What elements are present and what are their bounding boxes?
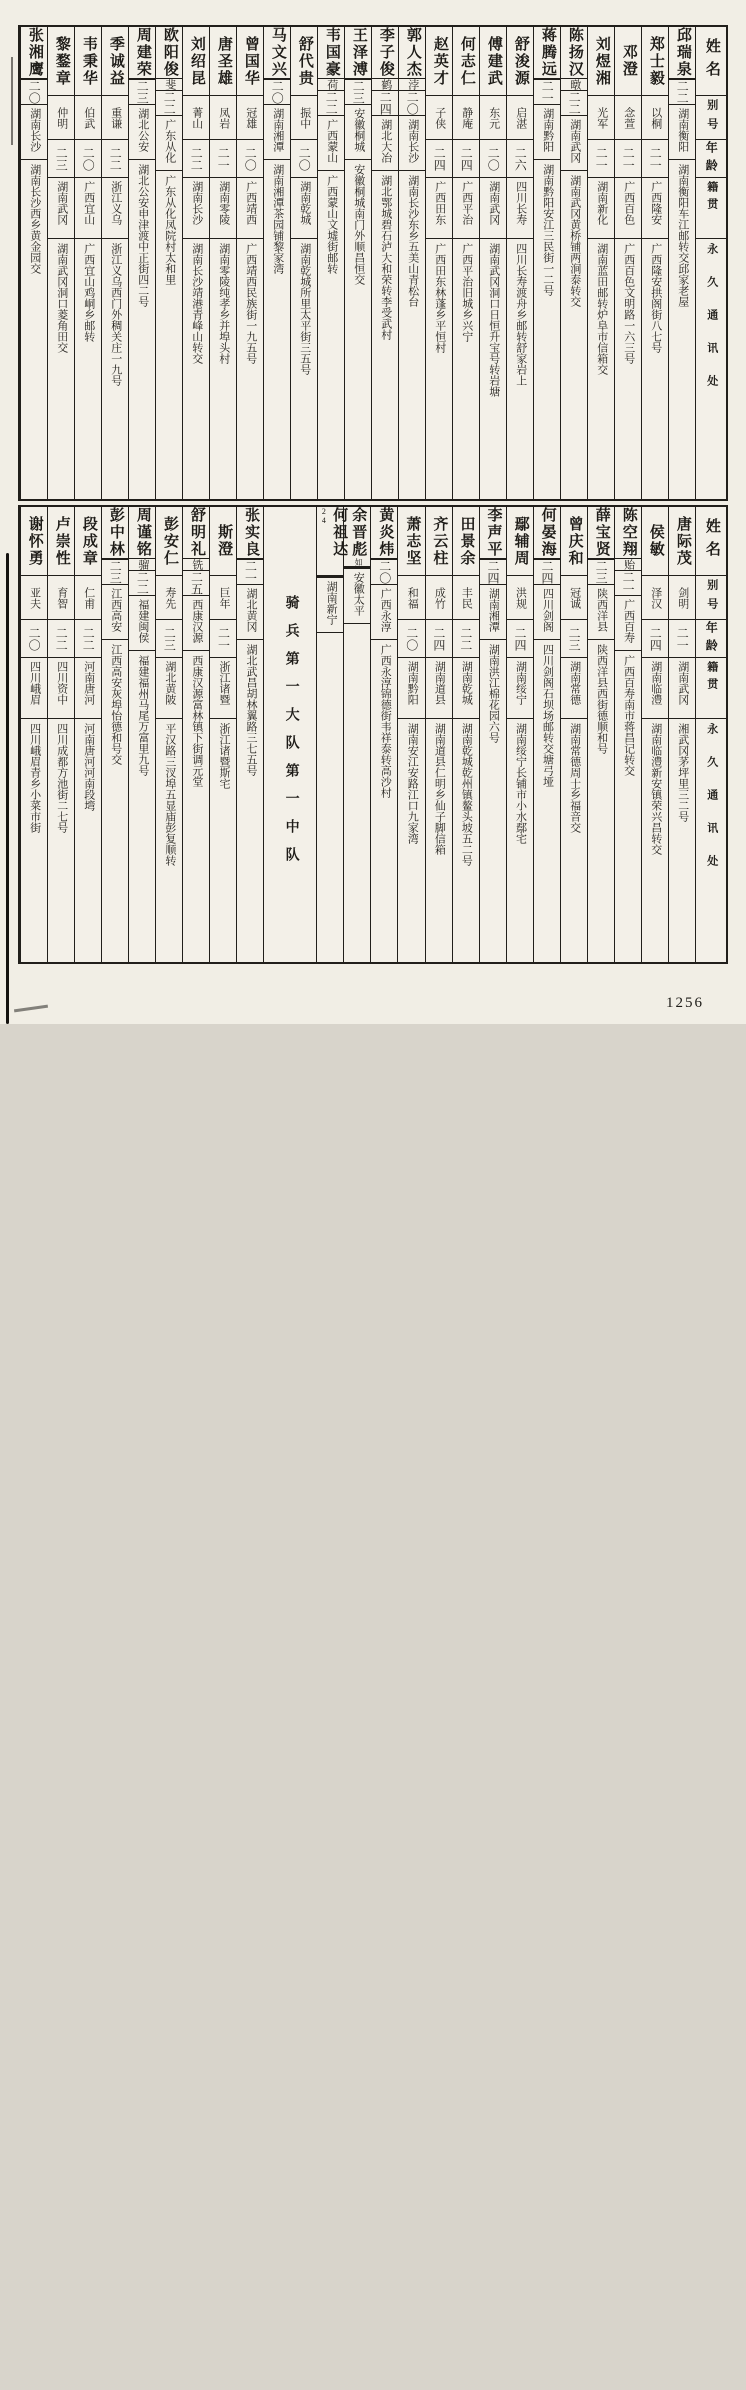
- person-address: 广东从化凤院村太和里: [156, 170, 182, 2390]
- person-name: 刘煜湘: [593, 35, 610, 87]
- person-address: 湖南衡阳车江邮转交邱家老屋: [669, 159, 695, 2390]
- person-column: [668, 507, 695, 962]
- person-native: 广西宜山: [75, 177, 101, 238]
- person-age: 二一: [588, 139, 614, 177]
- person-address: 湖南临澧新安镇荣兴昌转交: [642, 718, 668, 962]
- person-native: 湖南道县: [426, 657, 452, 718]
- person-alias: 巨年: [210, 575, 236, 619]
- person-alias: 仲明: [48, 95, 74, 139]
- person-age: 二四: [426, 619, 452, 657]
- person-column: [236, 507, 263, 962]
- person-native: 广西靖西: [237, 177, 263, 238]
- person-name: 萧志坚: [404, 515, 421, 567]
- person-age: 二二: [183, 139, 209, 177]
- person-age: 二〇: [264, 79, 290, 104]
- person-alias: 静庵: [453, 95, 479, 139]
- person-address: 福建福州马尾万富里九号: [129, 650, 155, 2390]
- person-age: 二〇: [237, 139, 263, 177]
- person-age: 二六: [507, 139, 533, 177]
- person-native: 湖南武冈: [669, 657, 695, 718]
- person-address: 湖南乾城所里太平街三五号: [291, 238, 317, 499]
- person-name: 蒋腾远: [539, 27, 556, 78]
- person-age: 二二: [318, 90, 344, 115]
- person-native: 安徽桐城: [345, 104, 371, 159]
- person-address: 四川峨眉青乡小菜市街: [21, 718, 47, 962]
- person-age: 二二: [669, 79, 695, 104]
- person-age: 二〇: [21, 79, 47, 104]
- person-column: [20, 27, 47, 499]
- person-native: 四川长寿: [507, 177, 533, 238]
- header-age: 年龄: [696, 139, 726, 177]
- person-age: 二一: [534, 79, 560, 104]
- person-column: [182, 27, 209, 499]
- scan-artifact-line: [11, 57, 13, 145]
- person-alias: 凤岩: [210, 95, 236, 139]
- person-name: 谢怀勇: [26, 515, 43, 567]
- person-alias: 冠诚: [561, 575, 587, 619]
- person-native: 四川剑阁: [534, 584, 560, 639]
- person-column: [128, 507, 155, 962]
- scanned-directory-page: [0, 0, 746, 1024]
- person-address: 湖南武冈洞口菱角田交: [48, 238, 74, 499]
- person-alias: 东元: [480, 95, 506, 139]
- person-column: [155, 27, 182, 499]
- person-name: 曾国华: [242, 35, 259, 87]
- person-name: 舒明礼: [189, 507, 206, 558]
- person-address: [344, 623, 370, 2390]
- person-age: 二二: [453, 619, 479, 657]
- person-native: 陕西洋县: [588, 584, 614, 639]
- person-column: [533, 507, 560, 962]
- person-column: [263, 27, 290, 499]
- person-name: 韦国豪: [323, 27, 340, 78]
- person-alias: 子侠: [426, 95, 452, 139]
- person-native: 河南唐河: [75, 657, 101, 718]
- header-column: [695, 27, 726, 499]
- person-native: 四川资中: [48, 657, 74, 718]
- person-address: 湖南武冈洞口日恒升宝号转岩塘: [480, 238, 506, 499]
- person-column: [506, 27, 533, 499]
- person-address: 湖南零陵纯孝乡并埠头村: [210, 238, 236, 499]
- person-name: 舒浚源: [512, 35, 529, 87]
- person-address: 湖南蓝田邮转炉阜市信箱交: [588, 238, 614, 499]
- person-age: 二〇: [371, 559, 397, 584]
- person-native: 湖北黄陂: [156, 657, 182, 718]
- person-name: 陈扬汉: [566, 27, 583, 78]
- person-address: 广西靖西民族街一九五号: [237, 238, 263, 499]
- person-age: 二四: [480, 559, 506, 584]
- person-column: [317, 27, 344, 499]
- person-column: [560, 507, 587, 962]
- person-age: 二三: [102, 559, 128, 584]
- person-age: 二三: [48, 139, 74, 177]
- person-address: 湖南长沙东乡五美山青松台: [399, 170, 425, 2390]
- person-name: 李子俊: [377, 27, 394, 78]
- person-name: 余晋彪如: [350, 507, 367, 566]
- person-address: 湖北公安申津渡中正街四二号: [129, 159, 155, 2390]
- person-native: 湖南常德: [561, 657, 587, 718]
- unit-section-column: [263, 507, 316, 962]
- person-name: 陈空翔: [620, 507, 637, 558]
- person-native: 湖南武冈: [48, 177, 74, 238]
- person-alias: 铣: [183, 558, 209, 570]
- person-alias: 鹤: [372, 78, 398, 90]
- person-column: [452, 27, 479, 499]
- person-name: 薛宝贤: [593, 507, 610, 558]
- person-column: [641, 27, 668, 499]
- person-name: 李声平: [485, 507, 502, 558]
- person-native: 湖北黄冈: [237, 584, 263, 639]
- person-native: 湖南临澧: [642, 657, 668, 718]
- person-alias: 贻: [615, 558, 641, 570]
- person-age: 二〇: [398, 619, 424, 657]
- person-column: [614, 27, 641, 499]
- person-address: 湖北武昌胡林翼路三七五号: [237, 639, 263, 2390]
- person-age: 二一: [210, 139, 236, 177]
- person-native: 福建闽侯: [129, 595, 155, 650]
- person-column: [425, 507, 452, 962]
- person-column: [506, 507, 533, 962]
- header-address: 永久通讯处: [696, 718, 726, 962]
- person-name-note: 24: [319, 507, 329, 525]
- person-column: [343, 507, 370, 962]
- person-name: 斯澄: [216, 524, 233, 558]
- person-native: 西康汉源: [183, 595, 209, 650]
- person-name: 傅建武: [485, 35, 502, 87]
- person-age: 二四: [642, 619, 668, 657]
- person-address: 湖南道县仁明乡仙子脚信箱: [426, 718, 452, 962]
- person-name: 彭中林: [107, 507, 124, 558]
- person-address: 广西隆安拱阁街八七号: [642, 238, 668, 499]
- person-age: 二四: [453, 139, 479, 177]
- person-native: 湖南乾城: [291, 177, 317, 238]
- person-name: 曾庆和: [566, 515, 583, 567]
- person-address: 湖南黔阳安江三民街一二号: [534, 159, 560, 2390]
- person-address: 湖南常德周士乡福音交: [561, 718, 587, 962]
- person-address: [317, 632, 343, 2390]
- person-address: 湖南长沙靖港青峰山转交: [183, 238, 209, 499]
- person-native: 广西永淳: [371, 584, 397, 639]
- person-name: 赵英才: [431, 35, 448, 87]
- person-name-note: 如: [354, 558, 364, 566]
- header-native-place: 籍贯: [696, 177, 726, 238]
- person-address: 湖南洪江棉花园六号: [480, 639, 506, 2390]
- person-name: 郭人杰: [404, 27, 421, 78]
- person-column: [398, 27, 425, 499]
- person-age: 二一: [615, 570, 641, 595]
- person-address: 湘武冈茅坪里三二号: [669, 718, 695, 962]
- person-age: 二三: [588, 559, 614, 584]
- person-alias: 斐: [156, 78, 182, 90]
- person-column: [182, 507, 209, 962]
- person-alias: 和福: [398, 575, 424, 619]
- person-column: [614, 507, 641, 962]
- person-name: 张湘鹰: [26, 27, 43, 78]
- person-name: 王泽溥: [350, 27, 367, 78]
- person-column: [533, 27, 560, 499]
- person-age: 二〇: [480, 139, 506, 177]
- person-column: [587, 507, 614, 962]
- person-address: 四川剑阁石坝场邮转交塘弓垭: [534, 639, 560, 2390]
- person-column: [479, 27, 506, 499]
- person-column: [425, 27, 452, 499]
- person-native: 湖北大冶: [372, 115, 398, 170]
- person-column: [209, 507, 236, 962]
- person-native: 广西田东: [426, 177, 452, 238]
- person-address: 四川成都方池街二七号: [48, 718, 74, 962]
- person-column: [74, 507, 101, 962]
- header-address: 永久通讯处: [696, 238, 726, 499]
- person-column: [397, 507, 424, 962]
- person-alias: 洪规: [507, 575, 533, 619]
- person-address: 湖南绥宁长铺市小水鄢宅: [507, 718, 533, 962]
- person-native: 湖南武冈: [561, 115, 587, 170]
- person-column: [316, 507, 348, 962]
- person-alias: 育智: [48, 575, 74, 619]
- person-age: 二二: [561, 90, 587, 115]
- person-column: [20, 507, 47, 962]
- person-native: 湖南乾城: [453, 657, 479, 718]
- person-native: 湖南湘潭: [480, 584, 506, 639]
- unit-section-title: 骑兵第一大队第一中队: [283, 594, 299, 875]
- person-age: 二二: [75, 619, 101, 657]
- header-alias: 别号: [696, 575, 726, 619]
- person-name: 邱瑞泉: [674, 27, 691, 78]
- person-native: 湖南湘潭: [264, 104, 290, 159]
- person-alias: 暾: [561, 78, 587, 90]
- person-native: 湖南黔阳: [398, 657, 424, 718]
- person-column: [587, 27, 614, 499]
- person-column: [641, 507, 668, 962]
- person-native: 广西百色: [615, 177, 641, 238]
- person-name: 欧阳俊: [161, 27, 178, 78]
- person-age: 二三: [129, 79, 155, 104]
- person-column: [344, 27, 371, 499]
- person-column: [290, 27, 317, 499]
- person-name: 周谨铭: [134, 507, 151, 558]
- person-native: 湖南绥宁: [507, 657, 533, 718]
- person-address: 广西宜山鸡峒乡邮转: [75, 238, 101, 499]
- person-name: 邓澄: [620, 44, 637, 78]
- person-address: 平汉路三汊埠五显庙彭复顺转: [156, 718, 182, 962]
- header-name: 姓名: [703, 38, 720, 84]
- person-name: 郑士毅: [647, 35, 664, 87]
- person-address: 湖南武冈黄桥铺两涧泰转交: [561, 170, 587, 2390]
- person-alias: 冠雄: [237, 95, 263, 139]
- person-name: 何志仁: [458, 35, 475, 87]
- person-age: 二〇: [291, 139, 317, 177]
- person-age: 二三: [345, 79, 371, 104]
- person-address: 广西田东林蓬乡平恒村: [426, 238, 452, 499]
- person-name: 马文兴: [269, 27, 286, 78]
- person-name: 唐际茂: [674, 515, 691, 567]
- person-age: 二一: [669, 619, 695, 657]
- person-name: 张实良: [243, 507, 260, 558]
- person-column: [370, 507, 397, 962]
- person-address: 湖南安江安路江口九家湾: [398, 718, 424, 962]
- header-native-place: 籍贯: [696, 657, 726, 718]
- person-column: [155, 507, 182, 962]
- person-name: 何祖达24: [319, 507, 348, 558]
- person-age: 二一: [210, 619, 236, 657]
- person-native: 湖南长沙: [21, 104, 47, 159]
- person-name: 季诚益: [107, 35, 124, 87]
- person-age: 二〇: [399, 90, 425, 115]
- roster-table-top: [18, 25, 728, 501]
- person-age: 二三: [561, 619, 587, 657]
- person-age: 二二: [48, 619, 74, 657]
- person-alias: 骝: [129, 558, 155, 570]
- person-alias: 泽汉: [642, 575, 668, 619]
- person-native: 湖南新宁: [317, 577, 343, 632]
- person-name: 何晏海: [539, 507, 556, 558]
- person-column: [560, 27, 587, 499]
- person-name: 彭安仁: [161, 515, 178, 567]
- person-column: [101, 507, 128, 962]
- person-name: 黎鍪章: [53, 35, 70, 87]
- person-age: 二四: [372, 90, 398, 115]
- person-age: 二一: [642, 139, 668, 177]
- person-native: 湖南零陵: [210, 177, 236, 238]
- person-name: 唐圣雄: [215, 35, 232, 87]
- person-native: 四川峨眉: [21, 657, 47, 718]
- person-age: 二二: [129, 570, 155, 595]
- person-native: 湖南长沙: [399, 115, 425, 170]
- person-column: [128, 27, 155, 499]
- person-column: [74, 27, 101, 499]
- person-alias: 亚夫: [21, 575, 47, 619]
- person-age: 二二: [102, 139, 128, 177]
- person-alias: 振中: [291, 95, 317, 139]
- person-name: 鄢辅周: [512, 515, 529, 567]
- person-address: 湖南乾城乾州镇鳌头坡五二号: [453, 718, 479, 962]
- person-alias: 成竹: [426, 575, 452, 619]
- person-age: 二〇: [75, 139, 101, 177]
- person-native: 安徽太平: [344, 568, 370, 623]
- person-name: 田景余: [458, 515, 475, 567]
- person-address: 浙江义乌西门外稠关庄一九号: [102, 238, 128, 499]
- person-column: [236, 27, 263, 499]
- person-alias: 荷: [318, 78, 344, 90]
- person-alias: 菁山: [183, 95, 209, 139]
- person-name: 周建荣: [134, 27, 151, 78]
- person-address: 浙江诸暨斯宅: [210, 718, 236, 962]
- person-column: [209, 27, 236, 499]
- person-alias: 浡: [399, 78, 425, 90]
- person-alias: 仁甫: [75, 575, 101, 619]
- person-alias: 光军: [588, 95, 614, 139]
- person-address: 湖南湘潭茶园铺黎家湾: [264, 159, 290, 2390]
- person-native: 广西平治: [453, 177, 479, 238]
- person-age: 二三: [156, 619, 182, 657]
- person-native: 广西隆安: [642, 177, 668, 238]
- person-alias: 启湛: [507, 95, 533, 139]
- person-age: 二二: [156, 90, 182, 115]
- page-number: 1256: [666, 995, 704, 1011]
- person-name: 卢崇性: [53, 515, 70, 567]
- person-alias: 寿先: [156, 575, 182, 619]
- header-name: 姓名: [703, 518, 720, 564]
- person-alias: 念萱: [615, 95, 641, 139]
- person-column: [47, 27, 74, 499]
- person-address: 湖北鄂城碧石泸大和荣转李受武村: [372, 170, 398, 2390]
- person-address: 广西永淳锦德街韦祥泰转高沙村: [371, 639, 397, 2390]
- scan-artifact-line: [6, 553, 9, 1024]
- person-column: [668, 27, 695, 499]
- person-alias: 丰民: [453, 575, 479, 619]
- person-name: 韦秉华: [80, 35, 97, 87]
- person-age: 二四: [507, 619, 533, 657]
- person-native: 湖南长沙: [183, 177, 209, 238]
- person-column: [101, 27, 128, 499]
- person-column: [452, 507, 479, 962]
- person-column: [47, 507, 74, 962]
- person-column: [479, 507, 506, 962]
- person-address: 江西高安灰埠怡德和号交: [102, 639, 128, 2390]
- person-native: 湖北公安: [129, 104, 155, 159]
- person-alias: 伯武: [75, 95, 101, 139]
- person-alias: 剑明: [669, 575, 695, 619]
- person-age: 二一: [615, 139, 641, 177]
- person-name: 齐云柱: [431, 515, 448, 567]
- person-address: 安徽桐城南门外顺昌恒交: [345, 159, 371, 2390]
- roster-table-bottom: [18, 505, 728, 964]
- person-native: 湖南黔阳: [534, 104, 560, 159]
- person-address: 西康汉源富林镇下街调元堂: [183, 650, 209, 2390]
- person-native: 浙江义乌: [102, 177, 128, 238]
- header-alias: 别号: [696, 95, 726, 139]
- person-name: 刘绍昆: [188, 35, 205, 87]
- person-age: 二五: [183, 570, 209, 595]
- person-address: 四川长寿渡舟乡邮转舒家岩上: [507, 238, 533, 499]
- person-native: 浙江诸暨: [210, 657, 236, 718]
- person-address: 湖南长沙西乡黄金园交: [21, 159, 47, 2390]
- person-address: 广西平治旧城乡兴宁: [453, 238, 479, 499]
- person-address: 河南唐河河南段塆: [75, 718, 101, 962]
- person-name: 侯敏: [647, 524, 664, 558]
- person-name: 舒代贵: [296, 35, 313, 87]
- person-alias: 重谦: [102, 95, 128, 139]
- person-age: 二〇: [21, 619, 47, 657]
- person-age: 二四: [426, 139, 452, 177]
- person-native: 湖南新化: [588, 177, 614, 238]
- person-native: 广东从化: [156, 115, 182, 170]
- person-native: 湖南武冈: [480, 177, 506, 238]
- header-column: [695, 507, 726, 962]
- person-age: 二一: [237, 559, 263, 584]
- person-age: 二四: [534, 559, 560, 584]
- header-age: 年龄: [696, 619, 726, 657]
- person-alias: 以桐: [642, 95, 668, 139]
- person-native: 广西蒙山: [318, 115, 344, 170]
- person-column: [371, 27, 398, 499]
- person-address: 广西百寿南市蒋昌记转交: [615, 650, 641, 2390]
- person-address: 陕西洋县西街德顺和号: [588, 639, 614, 2390]
- person-native: 广西百寿: [615, 595, 641, 650]
- person-address: 广西蒙山文墟街邮转: [318, 170, 344, 2390]
- person-address: 广西百色文明路一六三号: [615, 238, 641, 499]
- person-name: 段成章: [80, 515, 97, 567]
- person-name: 黄炎炜: [377, 507, 394, 558]
- person-native: 湖南衡阳: [669, 104, 695, 159]
- person-native: 江西高安: [102, 584, 128, 639]
